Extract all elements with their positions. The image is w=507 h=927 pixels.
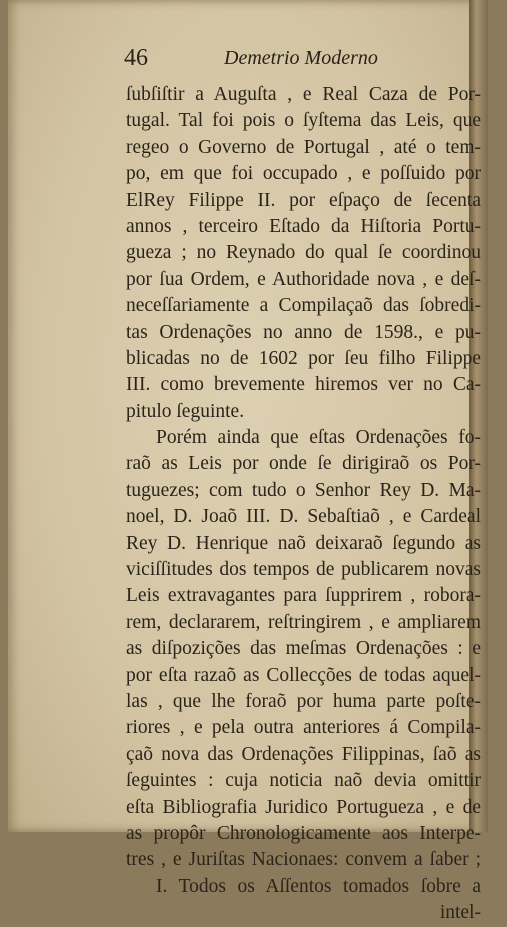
running-title: Demetrio Moderno bbox=[224, 47, 378, 69]
running-head bbox=[124, 45, 484, 75]
text-line: Leis extravagantes para ſupprirem , robora- bbox=[126, 585, 481, 607]
body-text bbox=[126, 82, 481, 927]
text-line: çaõ nova das Ordenações Filippinas, ſaõ as bbox=[126, 743, 481, 765]
page-number: 46 bbox=[124, 45, 148, 71]
text-line: las , que lhe foraõ por huma parte poſte- bbox=[126, 690, 481, 712]
text-line: eſta Bibliografia Juridico Portugueza , e de bbox=[126, 796, 481, 818]
text-line: tas Ordenações no anno de 1598., e pu- bbox=[126, 321, 481, 343]
text-line: annos , terceiro Eſtado da Hiſtoria Portu- bbox=[126, 215, 481, 237]
text-line: por eſta razaõ as Collecções de todas aquel- bbox=[126, 664, 481, 686]
text-line: riores , e pela outra anteriores á Compila- bbox=[126, 717, 481, 739]
text-line: rem, declararem, reſtringirem , e ampliarem bbox=[126, 611, 481, 633]
text-line: ſeguintes : cuja noticia naõ devia omittir bbox=[126, 770, 481, 792]
text-line: noel, D. Joaõ III. D. Sebaſtiaõ , e Cardeal bbox=[126, 506, 481, 528]
text-line: tuguezes; com tudo o Senhor Rey D. Ma- bbox=[126, 479, 481, 501]
text-line: tres , e Juriſtas Nacionaes: convem a ſaber ; bbox=[126, 849, 481, 871]
text-line: ſubſiſtir a Auguſta , e Real Caza de Por- bbox=[126, 84, 481, 105]
text-line: as propôr Chronologicamente aos Interpe- bbox=[126, 822, 481, 844]
text-line: gueza ; no Reynado do qual ſe coordinou bbox=[126, 242, 481, 264]
text-line: I. Todos os Aſſentos tomados ſobre a bbox=[156, 875, 481, 897]
text-line: neceſſariamente a Compilaçaõ das ſobredi- bbox=[126, 295, 481, 317]
text-line: regeo o Governo de Portugal , até o tem- bbox=[126, 136, 481, 158]
text-line: Porém ainda que eſtas Ordenações fo- bbox=[156, 427, 481, 449]
text-line: po, em que foi occupado , e poſſuido por bbox=[126, 163, 481, 185]
catchword: intel- bbox=[439, 902, 481, 924]
text-line: viciſſitudes dos tempos de publicarem novas bbox=[126, 559, 481, 581]
book-page bbox=[8, 0, 488, 924]
text-line: por ſua Ordem, e Authoridade nova , e deſ- bbox=[126, 268, 481, 290]
text-line: as diſpozições das meſmas Ordenações : e bbox=[126, 638, 481, 660]
text-line: Rey D. Henrique naõ deixaraõ ſegundo as bbox=[126, 532, 481, 554]
text-line: tugal. Tal foi pois o ſyſtema das Leis, que bbox=[126, 110, 481, 132]
text-line: III. como brevemente hiremos ver no Ca- bbox=[126, 374, 481, 396]
text-line: ElRey Filippe II. por eſpaço de ſecenta bbox=[126, 189, 481, 211]
text-line: pitulo ſeguinte. bbox=[126, 400, 245, 422]
text-line: raõ as Leis por onde ſe dirigiraõ os Por- bbox=[126, 453, 481, 475]
text-line: blicadas no de 1602 por ſeu filho Filippe bbox=[126, 347, 481, 369]
